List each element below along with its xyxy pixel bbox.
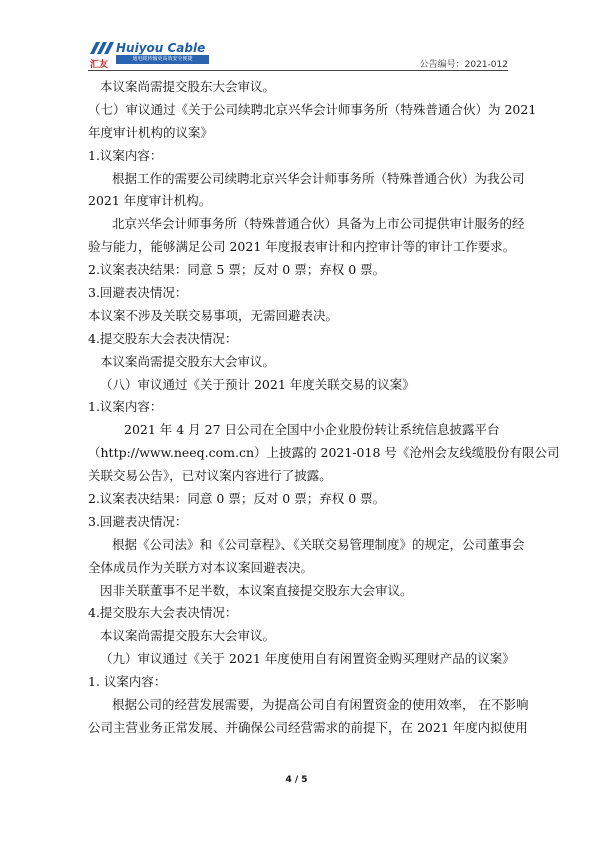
paragraph-line: 关联交易公告》，已对议案内容进行了披露。 (88, 468, 332, 484)
paragraph-line: 本议案尚需提交股东大会审议。 (100, 353, 276, 369)
paragraph-line: 4.提交股东大会表决情况： (88, 330, 238, 346)
announcement-number: 公告编号：2021-012 (419, 60, 508, 70)
paragraph-line: （九）审议通过《关于 2021 年度使用自有闲置资金购买理财产品的议案》 (100, 651, 515, 667)
paragraph-line: 3.回避表决情况： (88, 513, 188, 529)
paragraph-line: （七）审议通过《关于公司续聘北京兴华会计师事务所（特殊普通合伙）为 2021 (88, 101, 537, 117)
paragraph-line: 北京兴华会计师事务所（特殊普通合伙）具备为上市公司提供审计服务的经 (112, 216, 525, 232)
paragraph-line: 根据《公司法》和《公司章程》、《关联交易管理制度》的规定，公司董事会 (112, 536, 525, 552)
logo-chinese-text: 汇友 (90, 60, 109, 70)
paragraph-line: 全体成员作为关联方对本议案回避表决。 (88, 559, 314, 575)
paragraph-line: 年度审计机构的议案》 (88, 124, 214, 140)
paragraph-line: 3.回避表决情况： (88, 285, 188, 301)
paragraph-line: 2021 年 4 月 27 日公司在全国中小企业股份转让系统信息披露平台 (124, 422, 500, 438)
paragraph-line: 本议案不涉及关联交易事项，无需回避表决。 (88, 307, 339, 323)
paragraph-line: 本议案尚需提交股东大会审议。 (100, 79, 276, 94)
paragraph-line: 1.议案内容： (88, 399, 163, 415)
logo-brand-text: Huiyou Cable (116, 41, 206, 55)
paragraph-line: 验与能力，能够满足公司 2021 年度报表审计和内控审计等的审计工作要求。 (88, 239, 516, 255)
paragraph-line: （http://www.neeq.com.cn）上披露的 2021-018 号《沧州会友线缆股份有限公司 (88, 445, 560, 461)
document-body (88, 76, 560, 740)
page-header (88, 40, 508, 70)
paragraph-line: 公司主营业务正常发展、并确保公司经营需求的前提下，在 2021 年度内拟使用 (88, 719, 528, 735)
logo-emblem-icon (88, 40, 116, 56)
paragraph-line: 2.议案表决结果：同意 0 票；反对 0 票；弃权 0 票。 (88, 491, 386, 507)
paragraph-line: 2021 年度审计机构。 (88, 193, 212, 209)
paragraph-line: 2.议案表决结果：同意 5 票；反对 0 票；弃权 0 票。 (88, 262, 386, 278)
company-logo (88, 40, 210, 68)
paragraph-line: 因非关联董事不足半数，本议案直接提交股东大会审议。 (100, 582, 413, 598)
header-divider (88, 70, 508, 71)
page-number: 4 / 5 (285, 775, 308, 785)
paragraph-line: 1. 议案内容： (88, 674, 167, 690)
paragraph-line: 本议案尚需提交股东大会审议。 (100, 628, 276, 644)
paragraph-line: 根据工作的需要公司续聘北京兴华会计师事务所（特殊普通合伙）为我公司 (112, 170, 525, 186)
paragraph-line: 1.议案内容： (88, 147, 163, 163)
paragraph-line: （八）审议通过《关于预计 2021 年度关联交易的议案》 (100, 376, 415, 392)
paragraph-line: 根据公司的经营发展需要，为提高公司自有闲置资金的使用效率， 在不影响 (112, 697, 529, 713)
logo-slogan: 通电缆传输更高效安全便捷 (116, 55, 209, 64)
paragraph-line: 4.提交股东大会表决情况： (88, 605, 238, 621)
